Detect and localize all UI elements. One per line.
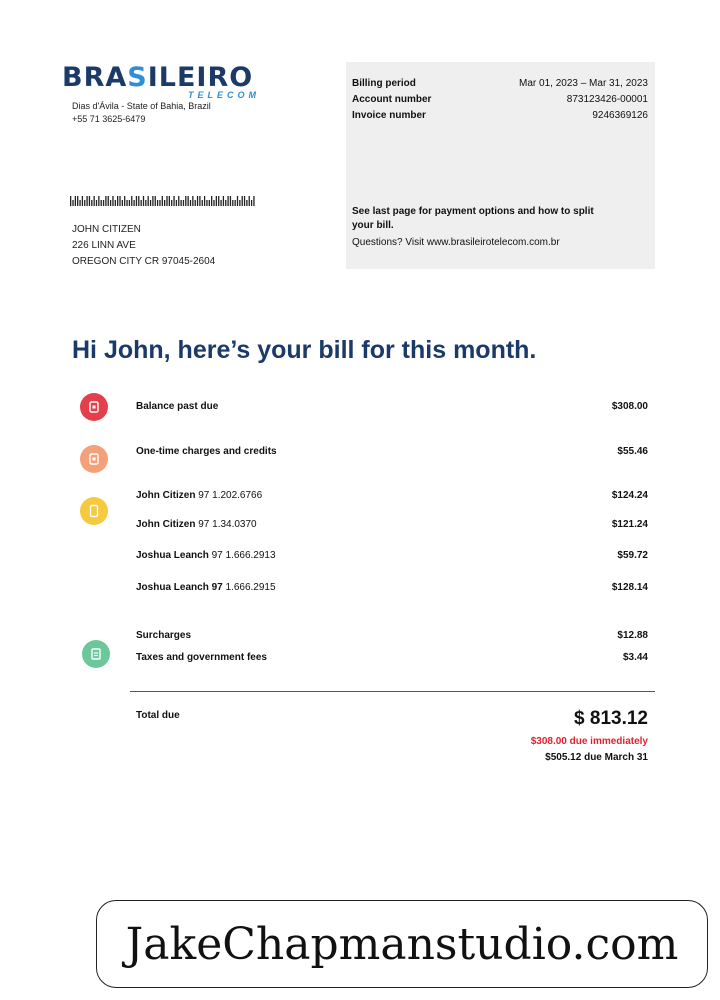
charge-row-one-time (136, 446, 648, 457)
recipient-city: OREGON CITY CR 97045-2604 (72, 256, 216, 267)
charge-label: Balance past due (136, 401, 219, 412)
charge-row-line-3 (136, 550, 648, 561)
due-later-note: $505.12 due March 31 (545, 752, 648, 763)
charge-row-line-1 (136, 490, 648, 501)
account-number-label: Account number (352, 94, 432, 105)
bill-greeting: Hi John, here’s your bill for this month. (72, 336, 537, 364)
charge-row-balance-past-due (136, 401, 648, 412)
brand-name: BRASILEIRO (62, 62, 254, 93)
questions-note: Questions? Visit www.brasileirotelecom.com.br (352, 237, 560, 248)
phone-lines-icon (80, 497, 108, 525)
charge-amount: $12.88 (617, 630, 648, 641)
sender-phone: +55 71 3625-6479 (72, 114, 146, 124)
due-immediately-note: $308.00 due immediately (530, 736, 648, 747)
surcharges-icon (82, 640, 110, 668)
charge-amount: $3.44 (622, 652, 648, 663)
recipient-address (72, 222, 215, 270)
total-due-amount: $ 813.12 (574, 708, 648, 729)
invoice-number-row (352, 108, 648, 124)
account-number-row (352, 92, 648, 108)
charge-label: John Citizen 97 1.202.6766 (136, 490, 263, 501)
billing-period-value: Mar 01, 2023 – Mar 31, 2023 (519, 78, 648, 89)
charge-label: One-time charges and credits (136, 446, 277, 457)
charge-amount: $121.24 (611, 519, 648, 530)
billing-period-row (352, 76, 648, 92)
charge-row-line-4 (136, 582, 648, 593)
charge-row-taxes (136, 652, 648, 663)
charge-amount: $55.46 (617, 446, 648, 457)
sender-address (72, 100, 211, 126)
watermark-banner: JakeChapmanstudio.com (96, 900, 708, 988)
charge-amount: $59.72 (617, 550, 648, 561)
recipient-street: 226 LINN AVE (72, 240, 136, 251)
brand-logo (62, 62, 262, 100)
charge-row-line-2 (136, 519, 648, 530)
account-info-box (346, 62, 655, 269)
payment-options-note: See last page for payment options and how to split your bill. (352, 206, 594, 231)
total-divider (130, 691, 655, 692)
charge-label: Surcharges (136, 630, 192, 641)
total-due-label: Total due (136, 710, 180, 721)
account-number-value: 873123426-00001 (566, 94, 648, 105)
charge-amount: $124.24 (611, 490, 648, 501)
charge-label: Joshua Leanch 97 1.666.2913 (136, 550, 276, 561)
charge-label: Joshua Leanch 97 1.666.2915 (136, 582, 276, 593)
recipient-name: JOHN CITIZEN (72, 224, 141, 235)
past-due-icon (80, 393, 108, 421)
invoice-number-label: Invoice number (352, 110, 426, 121)
billing-period-label: Billing period (352, 78, 416, 89)
one-time-charges-icon (80, 445, 108, 473)
charge-row-surcharges (136, 630, 648, 641)
invoice-number-value: 9246369126 (592, 110, 648, 121)
charge-amount: $308.00 (611, 401, 648, 412)
charge-label: Taxes and government fees (136, 652, 267, 663)
charge-amount: $128.14 (611, 582, 648, 593)
brand-subtitle: TELECOM (188, 90, 260, 100)
charge-label: John Citizen 97 1.34.0370 (136, 519, 257, 530)
postal-barcode (70, 196, 258, 206)
sender-street: Dias d'Ávila - State of Bahia, Brazil (72, 101, 211, 111)
